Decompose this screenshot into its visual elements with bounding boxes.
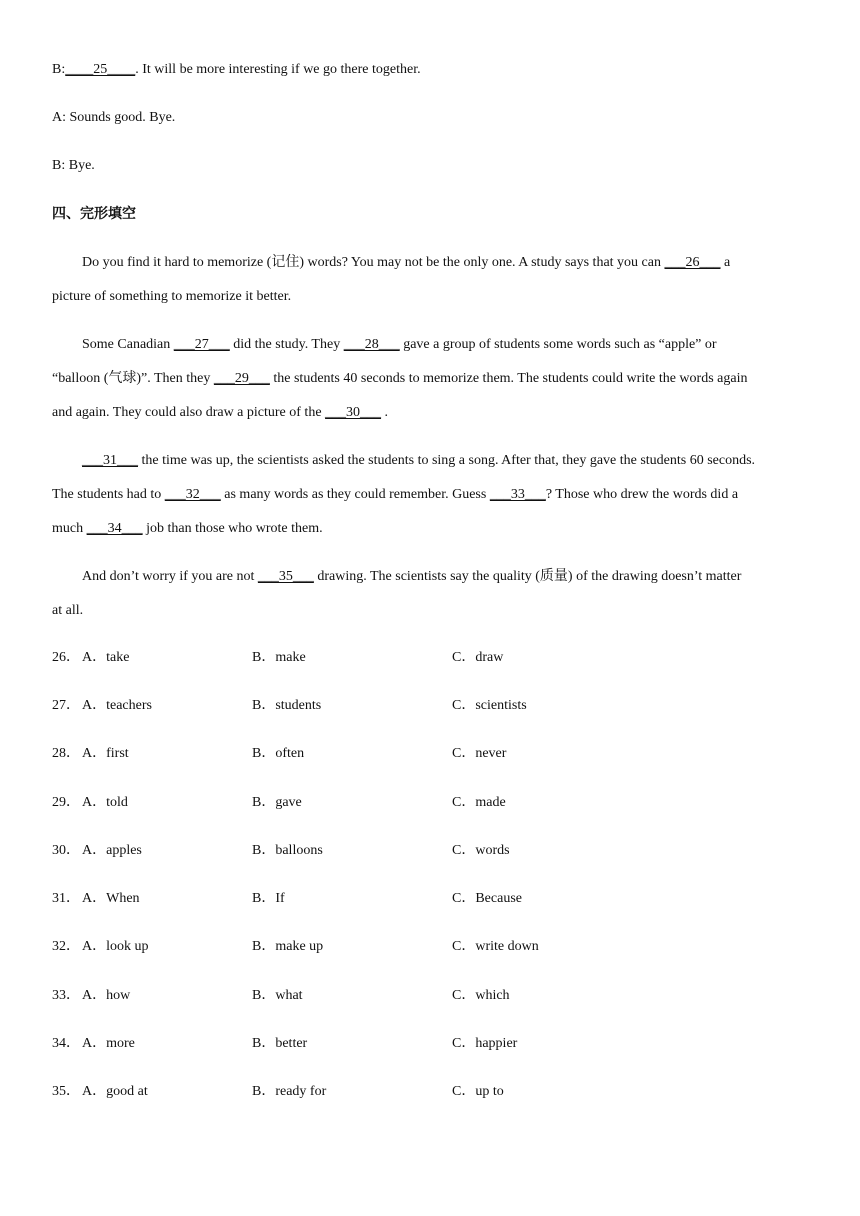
option-c[interactable]: C．draw <box>452 650 504 665</box>
passage-text: ? Those who drew the words did a <box>545 487 739 502</box>
question-row-31 <box>52 889 812 909</box>
blank-30[interactable]: ___30___ <box>325 405 382 420</box>
option-a[interactable]: A．take <box>82 650 130 665</box>
blank-27[interactable]: ___27___ <box>173 337 230 352</box>
blank-31[interactable]: ___31___ <box>82 453 138 468</box>
question-row-30 <box>52 841 812 861</box>
option-b[interactable]: B．what <box>252 988 303 1003</box>
passage-text: as many words as they could remember. Guess <box>220 487 490 502</box>
blank-29[interactable]: ___29___ <box>213 371 270 386</box>
option-c[interactable]: C．write down <box>452 939 539 954</box>
question-number: 31． <box>52 891 80 906</box>
question-row-29 <box>52 793 812 813</box>
option-a[interactable]: A．first <box>82 746 129 761</box>
option-a[interactable]: A．apples <box>82 843 142 858</box>
passage-text: the time was up, the scientists asked the students to sing a song. After that, they gave the students 60 seconds. <box>138 453 756 468</box>
option-c[interactable]: C．up to <box>452 1084 504 1099</box>
passage-text: And don’t worry if you are not <box>82 569 258 584</box>
option-b[interactable]: B．students <box>252 698 322 713</box>
passage-text: and again. They could also draw a picture of the <box>52 405 326 420</box>
question-row-34 <box>52 1034 812 1054</box>
question-number: 26． <box>52 650 80 665</box>
option-a[interactable]: A．more <box>82 1036 135 1051</box>
passage-text: “balloon (气球)”. Then they <box>52 371 214 386</box>
option-a[interactable]: A．told <box>82 795 128 810</box>
question-number: 30． <box>52 843 80 858</box>
dialog-text: . It will be more interesting if we go there together. <box>135 62 421 77</box>
passage-line <box>52 362 816 396</box>
blank-35[interactable]: ___35___ <box>257 569 314 584</box>
passage-text: much <box>52 521 87 536</box>
question-row-28 <box>52 744 812 764</box>
question-row-27 <box>52 696 812 716</box>
question-number: 28． <box>52 746 80 761</box>
question-row-26 <box>52 648 812 668</box>
option-b[interactable]: B．make <box>252 650 306 665</box>
blank-33[interactable]: ___33___ <box>489 487 546 502</box>
passage-line <box>52 280 816 314</box>
question-number: 35． <box>52 1084 80 1099</box>
option-b[interactable]: B．often <box>252 746 305 761</box>
passage-text: job than those who wrote them. <box>142 521 323 536</box>
section-title: 四、完形填空 <box>52 206 136 222</box>
passage-paragraph-2 <box>52 328 816 430</box>
passage-text: drawing. The scientists say the quality (质量) of the drawing doesn’t matter <box>313 569 742 584</box>
passage-line <box>52 560 816 594</box>
dialog-line-b: B: Bye. <box>52 158 95 173</box>
option-b[interactable]: B．If <box>252 891 285 906</box>
passage-text: did the study. They <box>229 337 344 352</box>
passage-text: at all. <box>52 603 84 618</box>
passage-text: gave a group of students some words such as “apple” or <box>399 337 717 352</box>
passage-line <box>52 512 816 546</box>
passage-paragraph-1 <box>52 246 816 314</box>
question-row-35 <box>52 1082 812 1102</box>
option-b[interactable]: B．balloons <box>252 843 323 858</box>
option-c[interactable]: C．words <box>452 843 510 858</box>
question-row-33 <box>52 986 812 1006</box>
passage-line <box>52 444 816 478</box>
option-a[interactable]: A．teachers <box>82 698 152 713</box>
passage-line <box>52 328 816 362</box>
passage-line <box>52 396 816 430</box>
blank-25[interactable]: ____25____ <box>65 62 136 77</box>
option-b[interactable]: B．ready for <box>252 1084 327 1099</box>
blank-32[interactable]: ___32___ <box>164 487 221 502</box>
question-number: 33． <box>52 988 80 1003</box>
option-a[interactable]: A．how <box>82 988 131 1003</box>
option-a[interactable]: A．good at <box>82 1084 148 1099</box>
passage-text: The students had to <box>52 487 165 502</box>
option-a[interactable]: A．look up <box>82 939 149 954</box>
speaker-b: B: <box>52 62 66 77</box>
question-row-32 <box>52 937 812 957</box>
option-c[interactable]: C．made <box>452 795 506 810</box>
passage-line <box>52 594 816 628</box>
option-b[interactable]: B．gave <box>252 795 302 810</box>
passage-paragraph-3 <box>52 444 816 546</box>
passage-paragraph-4 <box>52 560 816 628</box>
option-c[interactable]: C．never <box>452 746 507 761</box>
dialog-line-a: A: Sounds good. Bye. <box>52 110 176 125</box>
option-c[interactable]: C．Because <box>452 891 522 906</box>
question-number: 34． <box>52 1036 80 1051</box>
dialog-line-b-25 <box>52 60 421 80</box>
blank-28[interactable]: ___28___ <box>343 337 400 352</box>
question-number: 32． <box>52 939 80 954</box>
passage-text: picture of something to memorize it better. <box>52 289 292 304</box>
option-a[interactable]: A．When <box>82 891 140 906</box>
option-b[interactable]: B．make up <box>252 939 324 954</box>
passage-text: the students 40 seconds to memorize them. The students could write the words again <box>269 371 748 386</box>
option-c[interactable]: C．which <box>452 988 510 1003</box>
passage-line <box>52 246 816 280</box>
passage-text: Some Canadian <box>82 337 174 352</box>
passage-text: Do you find it hard to memorize (记住) words? You may not be the only one. A study says that you can <box>82 255 665 270</box>
passage-text: a <box>720 255 731 270</box>
blank-34[interactable]: ___34___ <box>86 521 143 536</box>
question-number: 27． <box>52 698 80 713</box>
passage-text: . <box>381 405 389 420</box>
blank-26[interactable]: ___26___ <box>664 255 721 270</box>
option-c[interactable]: C．scientists <box>452 698 527 713</box>
question-number: 29． <box>52 795 80 810</box>
option-b[interactable]: B．better <box>252 1036 308 1051</box>
option-c[interactable]: C．happier <box>452 1036 518 1051</box>
passage-line <box>52 478 816 512</box>
